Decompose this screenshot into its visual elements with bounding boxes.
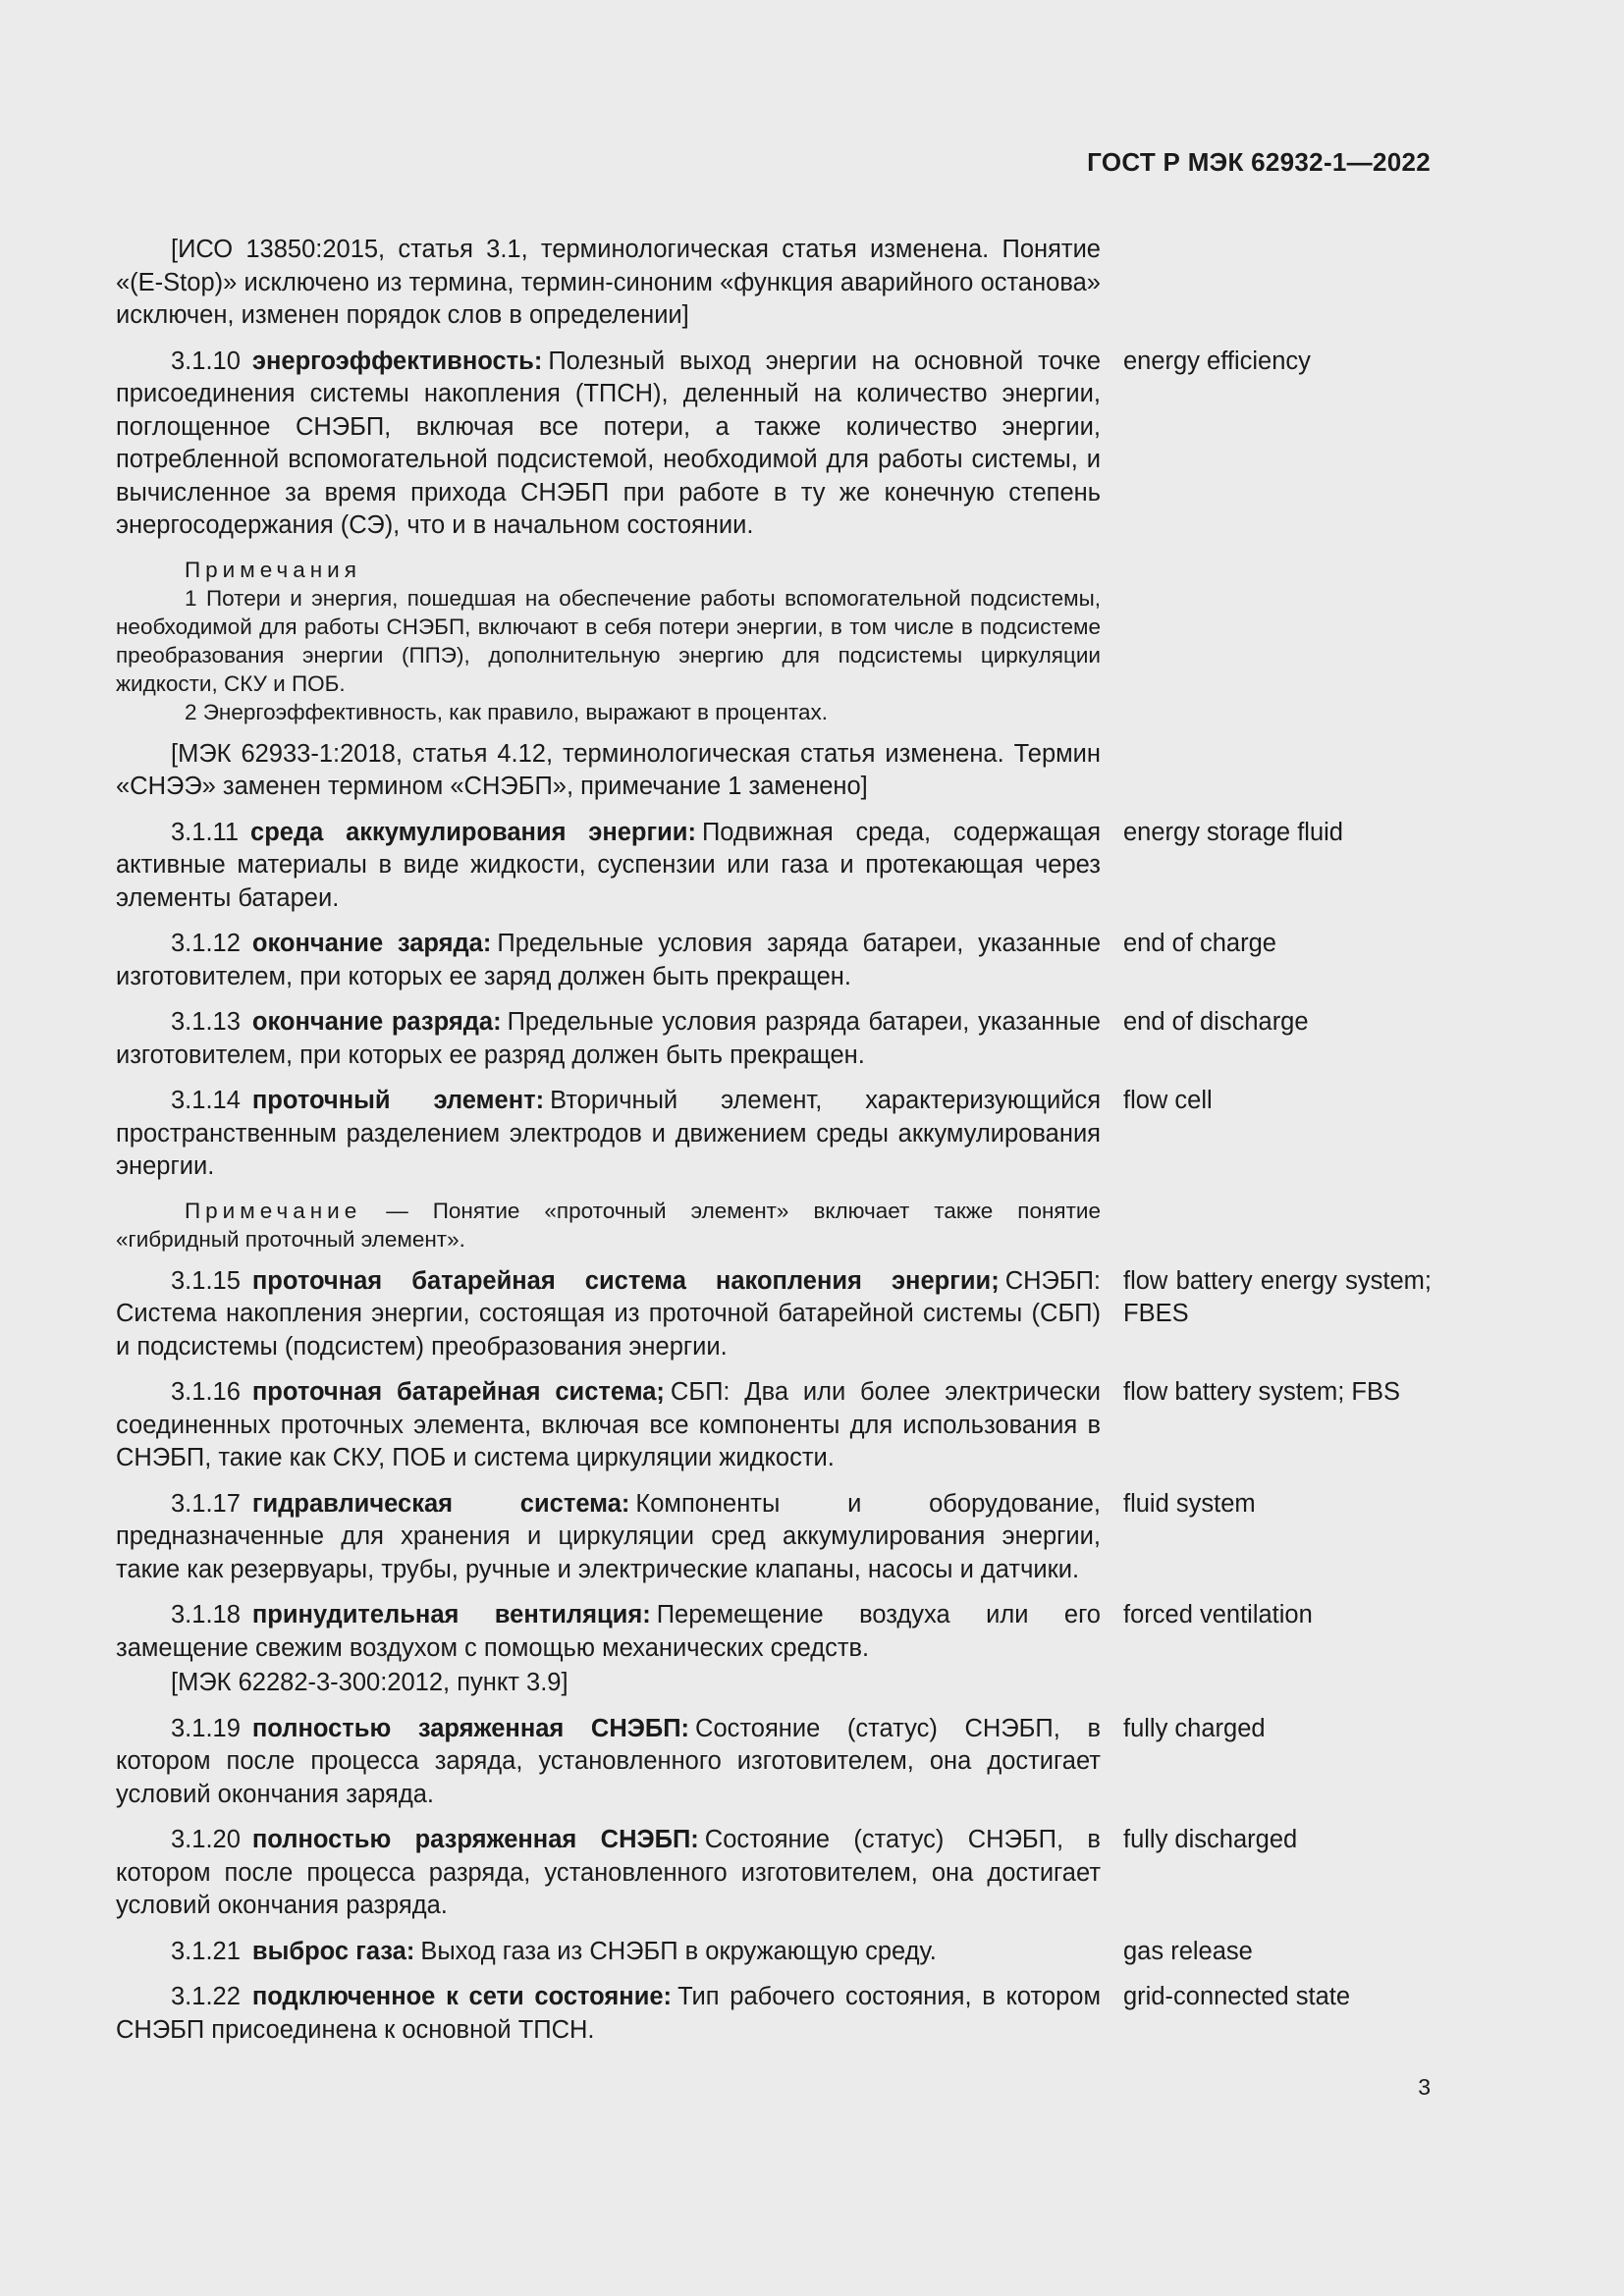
term-english: energy storage fluid bbox=[1123, 818, 1343, 846]
source-reference: [МЭК 62933-1:2018, статья 4.12, терминологическая статья изменена. Термин «СНЭЭ» заменен термином «СНЭБП», примечание 1 заменено] bbox=[116, 739, 1101, 800]
term-english: flow battery system; FBS bbox=[1123, 1378, 1400, 1406]
term-definition: Полезный выход энергии на основной точке присоединения системы накопления (ТПСН), деленный на количество энергии, поглощенное СНЭБП, включая все потери, а также количество энергии, потребленной вспомогательной подсистемой, необходимой для работы системы, и вычисленное за время прихода СНЭБП при работе в ту же конечную степень энергосодержания (СЭ), что и в начальном состоянии. bbox=[116, 347, 1101, 539]
term-entry bbox=[116, 1824, 1432, 1923]
term-title: полностью разряженная СНЭБП: bbox=[251, 1826, 699, 1853]
term-title: подключенное к сети состояние: bbox=[251, 1983, 673, 2010]
term-title: принудительная вентиляция: bbox=[251, 1601, 651, 1629]
term-english: fully charged bbox=[1123, 1714, 1266, 1742]
term-definition: Вторичный элемент, характеризующийся пространственным разделением электродов и движением среды аккумулирования энергии. bbox=[116, 1087, 1102, 1180]
term-number: 3.1.15 bbox=[171, 1266, 241, 1295]
term-entry bbox=[116, 928, 1432, 993]
term-entry bbox=[116, 1936, 1432, 1969]
notes-title: Примечания bbox=[185, 557, 361, 582]
term-english: fully discharged bbox=[1123, 1826, 1298, 1853]
term-title: выброс газа: bbox=[251, 1937, 415, 1965]
term-definition: СНЭБП: Система накопления энергии, состоящая из проточной батарейной системы (СБП) и подсистемы (подсистем) преобразования энергии. bbox=[116, 1266, 1101, 1361]
term-number: 3.1.10 bbox=[171, 347, 241, 375]
notes-block bbox=[116, 556, 1101, 726]
term-number: 3.1.17 bbox=[171, 1489, 241, 1518]
document-code-header: ГОСТ Р МЭК 62932-1—2022 bbox=[1087, 147, 1431, 177]
term-number: 3.1.22 bbox=[171, 1983, 241, 2010]
term-definition: Подвижная среда, содержащая активные материалы в виде жидкости, суспензии или газа и протекающая через элементы батареи. bbox=[116, 818, 1101, 912]
term-entry bbox=[116, 346, 1432, 543]
term-entry bbox=[116, 1488, 1432, 1587]
term-entry bbox=[116, 1085, 1432, 1184]
term-entry bbox=[116, 817, 1432, 916]
term-number: 3.1.16 bbox=[171, 1378, 241, 1406]
term-number: 3.1.11 bbox=[171, 818, 240, 846]
term-entry bbox=[116, 1713, 1432, 1812]
term-definition: Предельные условия заряда батареи, указанные изготовителем, при которых ее заряд должен быть прекращен. bbox=[116, 930, 1101, 990]
term-number: 3.1.21 bbox=[171, 1937, 241, 1965]
term-english: forced ventilation bbox=[1123, 1601, 1313, 1629]
term-title: полностью заряженная СНЭБП: bbox=[251, 1714, 690, 1742]
source-reference: [МЭК 62282-3-300:2012, пункт 3.9] bbox=[171, 1669, 568, 1696]
source-intro-row bbox=[116, 234, 1432, 333]
note-label: Примечание bbox=[185, 1198, 362, 1223]
term-title: проточный элемент: bbox=[251, 1087, 545, 1114]
term-number: 3.1.20 bbox=[171, 1826, 241, 1853]
term-title: проточная батарейная система; bbox=[251, 1378, 665, 1406]
term-definition: Состояние (статус) СНЭБП, в котором после процесса разряда, установленного изготовителем, она достигает условий окончания разряда. bbox=[116, 1826, 1101, 1919]
term-entry bbox=[116, 1006, 1432, 1072]
note-item: 2 Энергоэффективность, как правило, выражают в процентах. bbox=[185, 699, 829, 724]
term-definition: Перемещение воздуха или его замещение свежим воздухом с помощью механических средств. bbox=[116, 1601, 1101, 1662]
term-entry bbox=[116, 1981, 1432, 2047]
term-title: окончание разряда: bbox=[251, 1008, 502, 1036]
term-number: 3.1.12 bbox=[171, 930, 241, 957]
term-title: окончание заряда: bbox=[251, 930, 492, 957]
term-english: end of charge bbox=[1123, 930, 1276, 957]
term-english: gas release bbox=[1123, 1937, 1253, 1965]
term-entry bbox=[116, 1376, 1432, 1475]
term-number: 3.1.14 bbox=[171, 1087, 241, 1114]
term-title: проточная батарейная система накопления энергии; bbox=[251, 1266, 1000, 1295]
term-english: flow cell bbox=[1123, 1087, 1213, 1114]
term-number: 3.1.19 bbox=[171, 1714, 241, 1742]
term-english: energy efficiency bbox=[1123, 347, 1311, 375]
term-english: fluid system bbox=[1123, 1489, 1256, 1518]
note-block bbox=[116, 1197, 1101, 1254]
term-definition: Компоненты и оборудование, предназначенные для хранения и циркуляции сред аккумулирования энергии, такие как резервуары, трубы, ручные и электрические клапаны, насосы и датчики. bbox=[116, 1489, 1101, 1583]
note-text: — Понятие «проточный элемент» включает также понятие «гибридный проточный элемент». bbox=[116, 1198, 1101, 1252]
term-title: энергоэффективность: bbox=[251, 347, 543, 375]
term-definition: Состояние (статус) СНЭБП, в котором после процесса заряда, установленного изготовителем, она достигает условий окончания заряда. bbox=[116, 1714, 1101, 1808]
term-english: end of discharge bbox=[1123, 1008, 1309, 1036]
term-number: 3.1.13 bbox=[171, 1008, 241, 1036]
term-number: 3.1.18 bbox=[171, 1601, 241, 1629]
term-english: flow battery energy system; FBES bbox=[1123, 1266, 1432, 1327]
term-definition: СБП: Два или более электрически соединенных проточных элемента, включая все компоненты для использования в СНЭБП, такие как СКУ, ПОБ и система циркуляции жидкости. bbox=[116, 1378, 1101, 1471]
term-english: grid-connected state bbox=[1123, 1983, 1351, 2010]
source-row bbox=[116, 738, 1432, 804]
source-intro: [ИСО 13850:2015, статья 3.1, терминологическая статья изменена. Понятие «(E-Stop)» исключено из термина, термин-синоним «функция аварийного останова» исключен, изменен порядок слов в определении] bbox=[116, 236, 1101, 329]
term-entry bbox=[116, 1599, 1432, 1665]
term-definition: Тип рабочего состояния, в котором СНЭБП присоединена к основной ТПСН. bbox=[116, 1983, 1102, 2044]
page-number: 3 bbox=[1418, 2074, 1431, 2100]
term-entry bbox=[116, 1265, 1432, 1364]
source-row bbox=[116, 1667, 1432, 1700]
term-definition: Выход газа из СНЭБП в окружающую среду. bbox=[420, 1937, 937, 1965]
term-definition: Предельные условия разряда батареи, указанные изготовителем, при которых ее разряд должен быть прекращен. bbox=[116, 1008, 1101, 1069]
term-title: гидравлическая система: bbox=[251, 1489, 630, 1518]
terms-content bbox=[116, 234, 1432, 2059]
term-title: среда аккумулирования энергии: bbox=[250, 818, 696, 846]
note-item: 1 Потери и энергия, пошедшая на обеспечение работы вспомогательной подсистемы, необходимой для работы СНЭБП, включают в себя потери энергии, в том числе в подсистеме преобразования энергии (ППЭ), дополнительную энергию для подсистемы циркуляции жидкости, СКУ и ПОБ. bbox=[116, 585, 1101, 696]
